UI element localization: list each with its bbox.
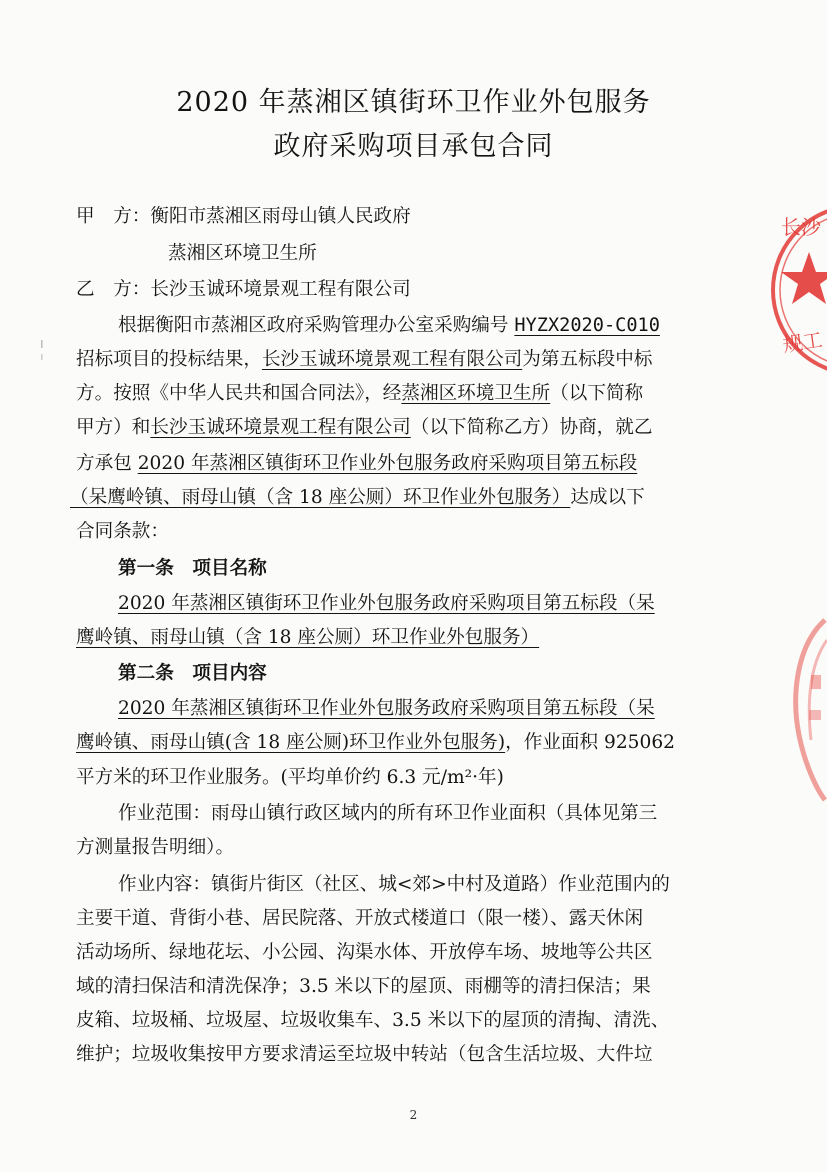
scan-mark <box>40 340 44 370</box>
intro-text: 达成以下 <box>570 487 645 508</box>
article-2-heading: 第二条 项目内容 <box>118 663 267 684</box>
scan-mark-graphic <box>40 340 44 370</box>
article-2-line-3: 平方米的环卫作业服务。(平均单价约 6.3 元/m²·年) <box>76 767 504 788</box>
intro-line-7: 合同条款： <box>76 521 169 542</box>
document-title-line1: 2020 年蒸湘区镇街环卫作业外包服务 <box>176 87 651 118</box>
article-1-line-1: 2020 年蒸湘区镇街环卫作业外包服务政府采购项目第五标段（呆 <box>118 593 655 614</box>
intro-text: （以下简称乙方）协商，就乙 <box>410 417 653 438</box>
seal-fragment <box>787 615 827 805</box>
company-seal <box>767 200 827 380</box>
intro-text: （以下简称 <box>550 383 644 404</box>
seal-graphic <box>767 200 827 380</box>
content-line-1: 作业内容：镇街片街区（社区、城<郊>中村及道路）作业范围内的 <box>118 874 670 895</box>
party-a-name-2: 蒸湘区环境卫生所 <box>168 243 317 264</box>
project-name-underlined: （呆鹰岭镇、雨母山镇（含 18 座公厕）环卫作业外包服务） <box>70 487 571 508</box>
company-name-underlined: 长沙玉诚环境景观工程有限公司 <box>261 349 523 370</box>
article-2-line-1: 2020 年蒸湘区镇街环卫作业外包服务政府采购项目第五标段（呆 <box>118 698 655 719</box>
party-b-line <box>76 276 411 304</box>
intro-text: 根据衡阳市蒸湘区政府采购管理办公室采购编号 <box>118 315 515 336</box>
party-a-name-1: 衡阳市蒸湘区雨母山镇人民政府 <box>150 206 411 227</box>
project-name-underlined: 2020 年蒸湘区镇街环卫作业外包服务政府采购项目第五标段 <box>137 453 638 474</box>
seal-text-top: 长沙 <box>781 215 821 239</box>
content-line-4: 域的清扫保洁和清洗保净；3.5 米以下的屋顶、雨棚等的清扫保洁；果 <box>76 976 651 997</box>
party-a-line <box>76 203 411 231</box>
content-line-2: 主要干道、背街小巷、居民院落、开放式楼道口（限一楼）、露天休闲 <box>76 908 644 929</box>
intro-line-3 <box>76 380 643 408</box>
seal-text-bottom: 规工 <box>781 327 825 357</box>
scope-line-1: 作业范围：雨母山镇行政区域内的所有环卫作业面积（具体见第三 <box>118 803 658 824</box>
page-number: 2 <box>409 1108 418 1122</box>
party-a-label: 甲 方： <box>76 206 151 227</box>
intro-text: 为第五标段中标 <box>522 349 653 370</box>
intro-line-1 <box>118 312 660 340</box>
party-b-name: 长沙玉诚环境景观工程有限公司 <box>150 279 411 300</box>
intro-line-2 <box>76 346 652 374</box>
intro-text: 方。按照《中华人民共和国合同法》，经 <box>76 383 402 404</box>
content-line-6: 维护；垃圾收集按甲方要求清运至垃圾中转站（包含生活垃圾、大件垃 <box>76 1044 653 1065</box>
article-2-line-2 <box>76 729 675 757</box>
content-line-3: 活动场所、绿地花坛、小公园、沟渠水体、开放停车场、坡地等公共区 <box>76 942 653 963</box>
company-name-underlined: 长沙玉诚环境景观工程有限公司 <box>150 417 411 438</box>
intro-line-4 <box>76 414 652 442</box>
document-title-line2: 政府采购项目承包合同 <box>273 131 554 162</box>
seal-fragment-graphic <box>787 615 827 805</box>
procurement-code: HYZX2020-C010 <box>514 315 660 336</box>
project-name-underlined: 鹰岭镇、雨母山镇(含 18 座公厕)环卫作业外包服务) <box>76 732 506 753</box>
scope-line-2: 方测量报告明细）。 <box>76 837 235 858</box>
party-b-label: 乙 方： <box>76 279 151 300</box>
intro-line-6 <box>70 484 645 512</box>
agency-name-underlined: 蒸湘区环境卫生所 <box>401 383 551 404</box>
intro-text: 甲方）和 <box>76 417 151 438</box>
article-1-line-2: 鹰岭镇、雨母山镇（含 18 座公厕）环卫作业外包服务） <box>76 627 540 648</box>
area-text: ，作业面积 925062 <box>505 732 675 753</box>
content-line-5: 皮箱、垃圾桶、垃圾屋、垃圾收集车、3.5 米以下的屋顶的清掏、清洗、 <box>76 1010 670 1031</box>
intro-text: 方承包 <box>76 453 138 474</box>
intro-line-5 <box>76 450 637 478</box>
article-1-heading: 第一条 项目名称 <box>118 558 267 579</box>
intro-text: 招标项目的投标结果， <box>76 349 262 370</box>
